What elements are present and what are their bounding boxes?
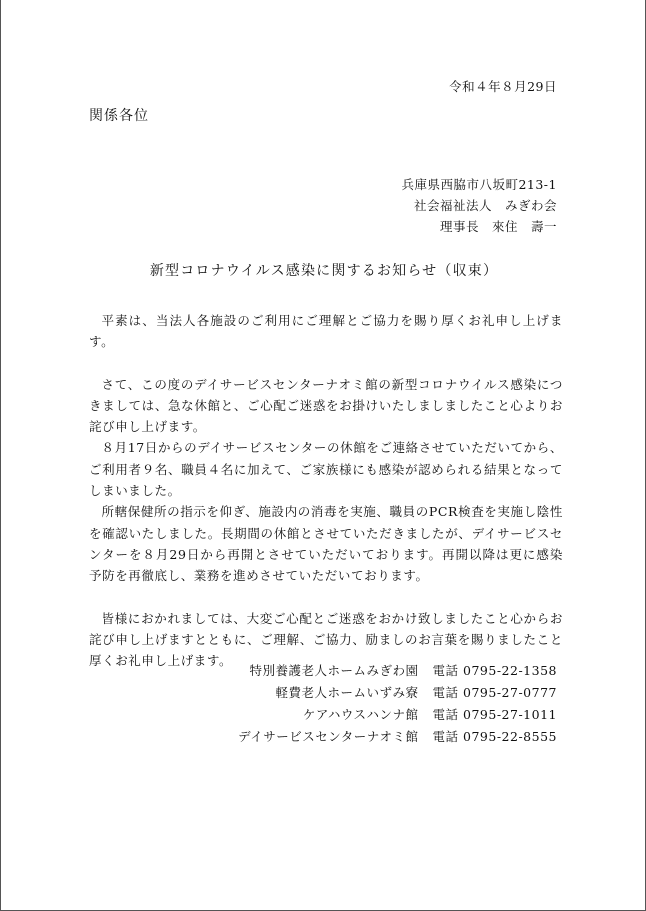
paragraph-thanks: 皆様におかれましては、大変ご心配とご迷惑をおかけ致しましたこと心からお詫び申し上げますとともに、ご理解、ご協力、励ましのお言葉を賜りましたこと厚くお礼申し上げます。 [89,610,563,669]
contact-row [238,660,557,682]
paragraph-greeting: 平素は、当法人各施設のご利用にご理解とご協力を賜り厚くお礼申し上げます。 [89,313,563,350]
contact-name: 軽費老人ホームいずみ寮 [275,685,419,700]
document-date: 令和４年８月29日 [449,79,557,94]
contact-list [238,660,557,748]
document-title: 新型コロナウイルス感染に関するお知らせ（収束） [149,263,499,279]
paragraph-closure-details: ８月17日からのデイサービスセンターの休館をご連絡させていただいてから、ご利用者９名、職員４名に加えて、ご家族様にも感染が認められる結果となってしまいました。 [89,440,563,499]
sender-address: 兵庫県西脇市八坂町213-1 [401,177,557,192]
contact-name: 特別養護老人ホームみぎわ園 [249,663,419,678]
contact-name: デイサービスセンターナオミ館 [238,729,419,744]
sender-organization: 社会福祉法人 みぎわ会 [413,198,557,213]
contact-phone: 電話 0795-27-0777 [432,685,557,700]
contact-row [238,726,557,748]
sender-block [401,174,557,237]
recipient-line: 関係各位 [89,108,149,124]
paragraph-apology: さて、この度のデイサービスセンターナオミ館の新型コロナウイルス感染につきましては、急な休館と、ご心配ご迷惑をお掛けいたしましましたこと心よりお詫び申し上げます。 [89,376,563,435]
contact-phone: 電話 0795-22-8555 [432,729,557,744]
paragraph-reopening: 所轄保健所の指示を仰ぎ、施設内の消毒を実施、職員のPCR検査を実施し陰性を確認いたしました。長期間の休館とさせていただきましたが、デイサービスセンターを８月29日から再開とさせていただいております。再開以降は更に感染予防を再徹底し、業務を進めさせていただいております。 [89,504,563,584]
contact-row [238,704,557,726]
contact-name: ケアハウスハンナ館 [302,707,419,722]
document-body [89,310,563,671]
contact-row [238,682,557,704]
sender-representative: 理事長 來住 壽一 [439,219,557,234]
contact-phone: 電話 0795-27-1011 [432,707,557,722]
contact-phone: 電話 0795-22-1358 [432,663,557,678]
